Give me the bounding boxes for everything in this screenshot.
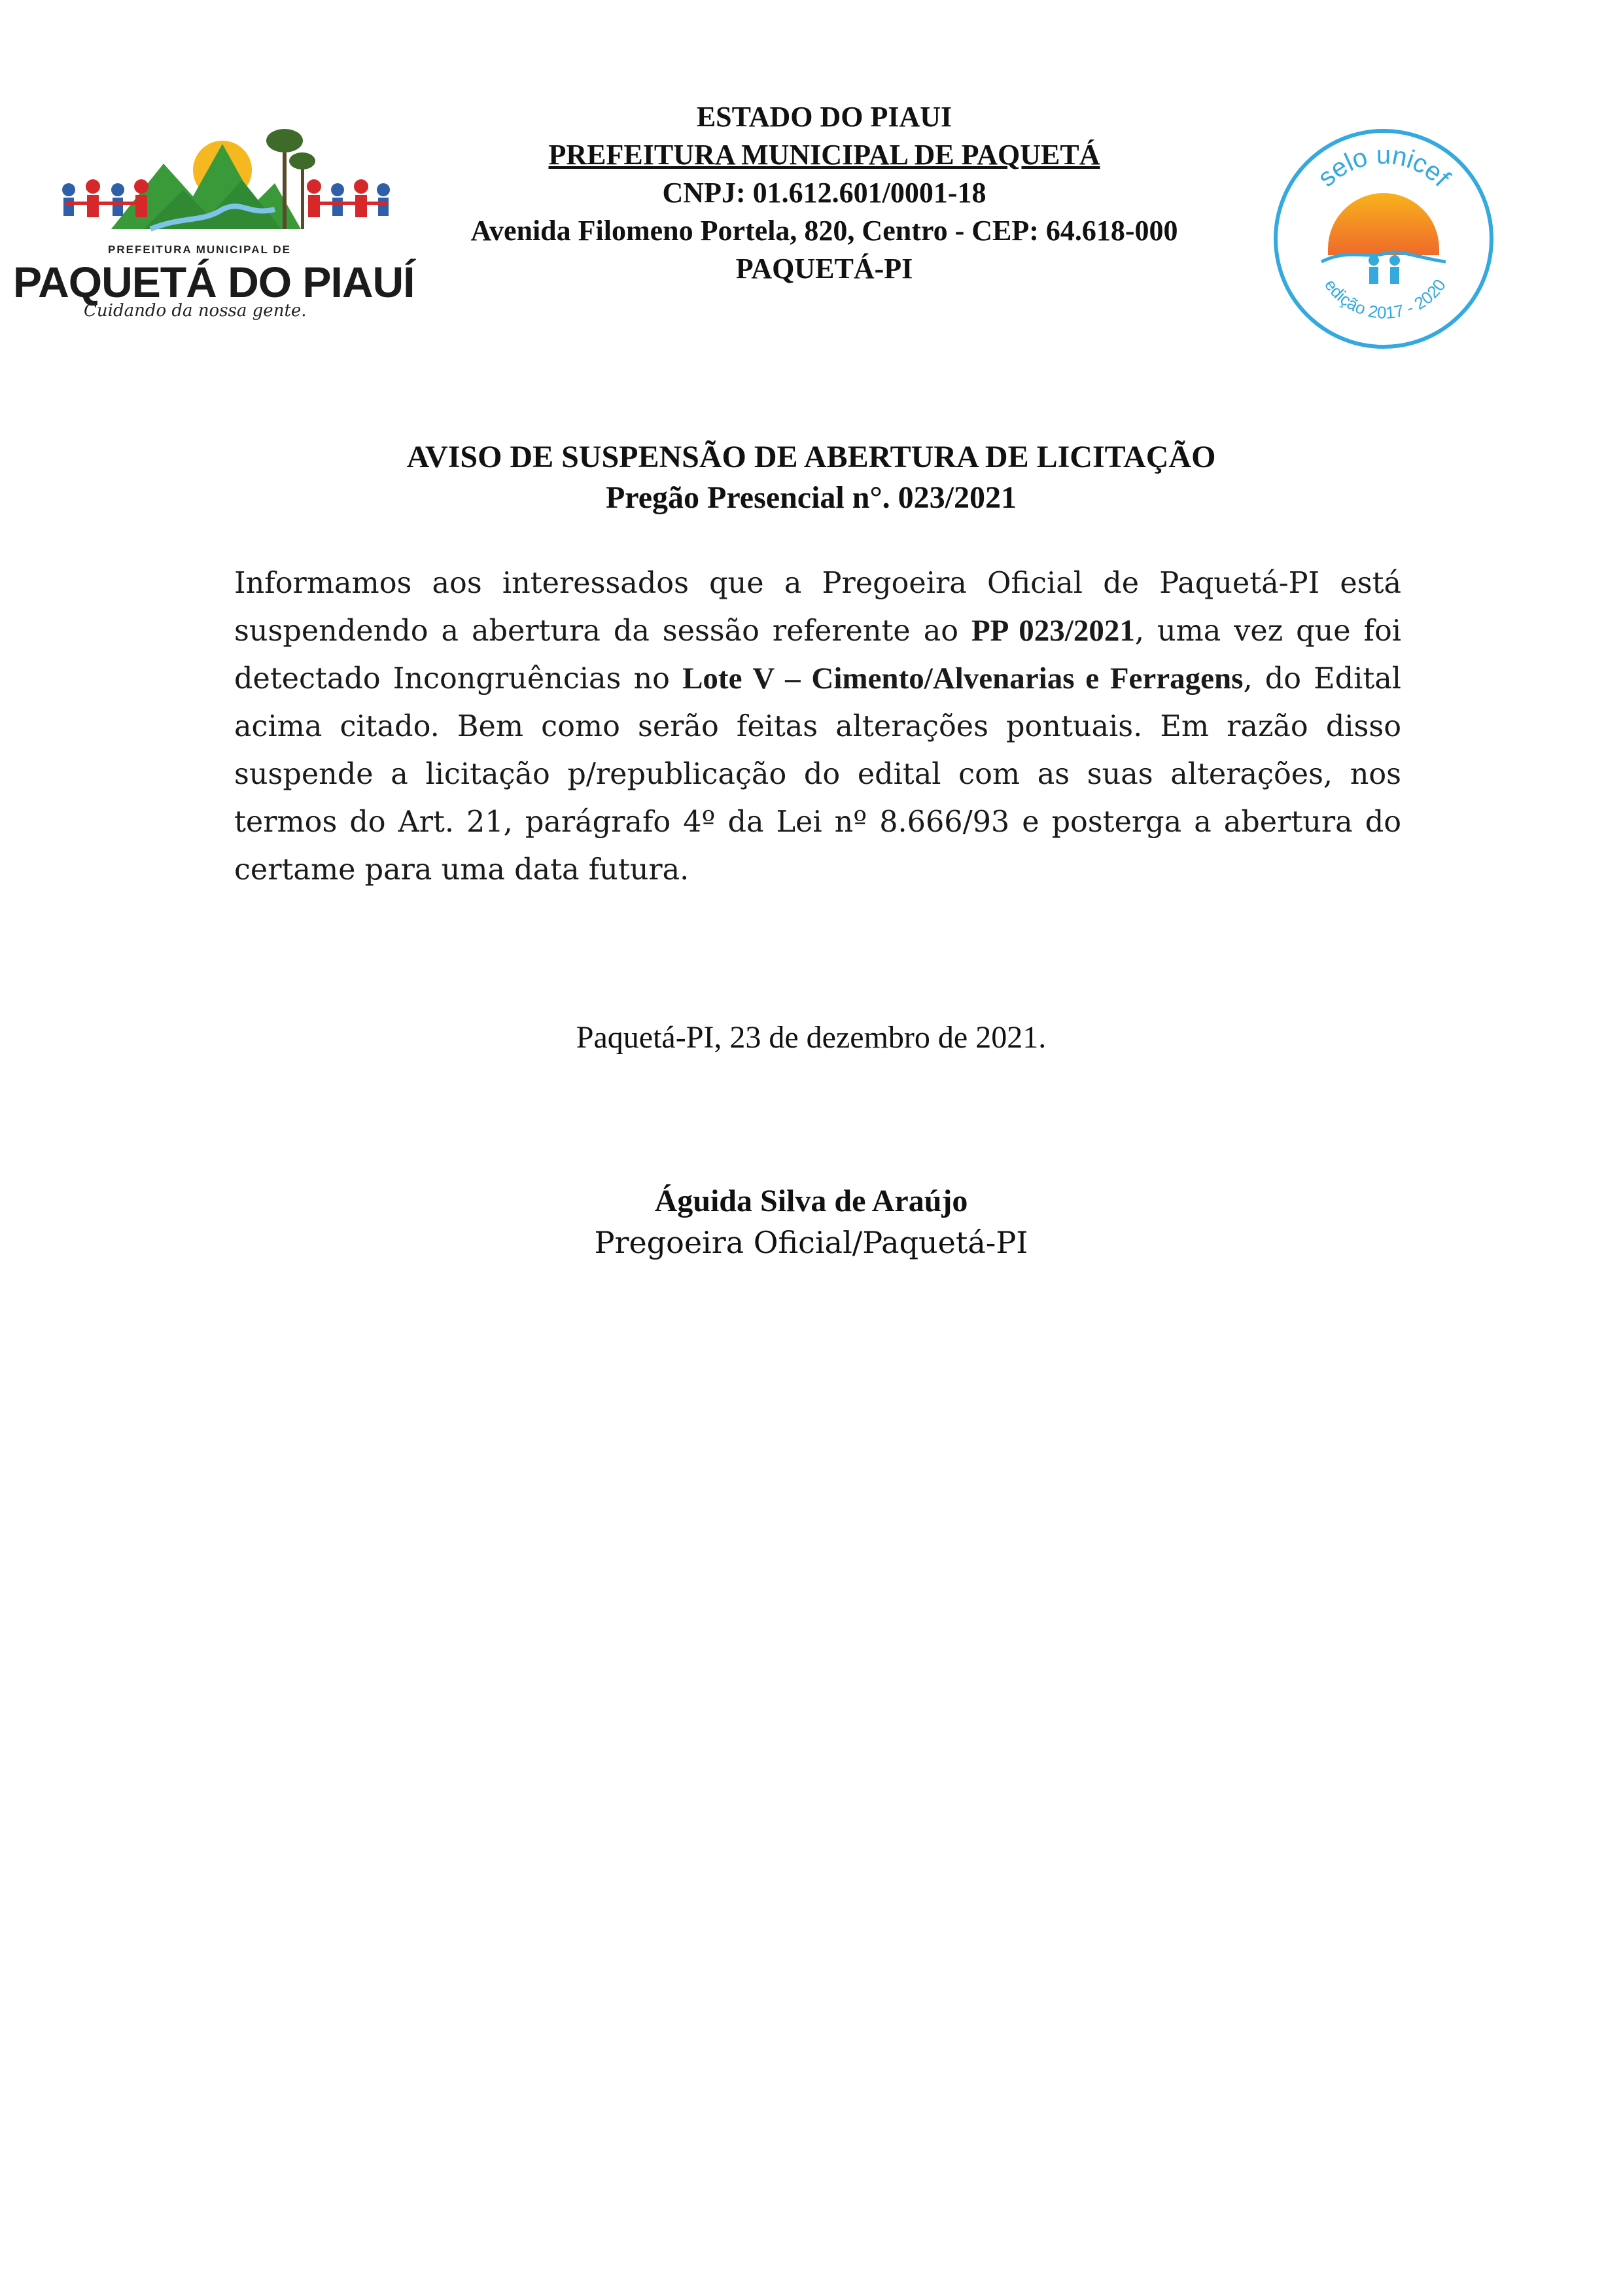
notice-subtitle: Pregão Presencial n°. 023/2021: [605, 480, 1017, 515]
notice-body: [234, 559, 1401, 894]
notice-date: Paquetá-PI, 23 de dezembro de 2021.: [576, 1020, 1047, 1055]
notice-title: AVISO DE SUSPENSÃO DE ABERTURA DE LICITAÇÃO: [406, 440, 1216, 474]
letterhead: [425, 98, 1223, 288]
people-right-icon: [307, 179, 390, 217]
signatory-name: Águida Silva de Araújo: [654, 1184, 968, 1218]
body-part-1: Informamos aos interessados que a Pregoeira Oficial de Paquetá-PI está suspendendo a abertura da sessão referente ao: [234, 567, 1401, 648]
header-address: Avenida Filomeno Portela, 820, Centro - CEP: 64.618-000: [470, 215, 1178, 247]
logo-slogan: Cuidando da nossa gente.: [84, 301, 307, 321]
header-city: PAQUETÁ-PI: [735, 253, 913, 285]
signatory-role: Pregoeira Oficial/Paquetá-PI: [594, 1225, 1028, 1260]
header-state: ESTADO DO PIAUI: [696, 101, 952, 133]
seal-bottom-text: edição 2017 - 2020: [1321, 275, 1450, 323]
logo-landscape-icon: [52, 118, 393, 249]
pp-reference: PP 023/2021: [971, 614, 1135, 648]
logo-name: PAQUETÁ DO PIAUÍ: [13, 258, 415, 306]
people-left-icon: [62, 179, 148, 217]
notice-title-block: [196, 437, 1426, 518]
logo-caption: PREFEITURA MUNICIPAL DE: [108, 243, 291, 256]
body-part-2: , uma vez que foi detectado Incongruências no: [234, 614, 1401, 696]
header-municipality: PREFEITURA MUNICIPAL DE PAQUETÁ: [548, 139, 1100, 171]
header-cnpj: CNPJ: 01.612.601/0001-18: [662, 177, 986, 209]
seal-top-text: selo unicef: [1312, 141, 1456, 192]
unicef-seal-icon: [1269, 124, 1498, 353]
body-part-3: , do Edital acima citado. Bem como serão feitas alterações pontuais. Em razão disso suspende a licitação p/republicação do edital com as suas alterações, nos termos do Art. 21, parágrafo 4º da Lei nº 8.666/93 e posterga a abertura do certame para uma data futura.: [234, 662, 1401, 887]
lote-reference: Lote V – Cimento/Alvenarias e Ferragens: [682, 662, 1244, 696]
